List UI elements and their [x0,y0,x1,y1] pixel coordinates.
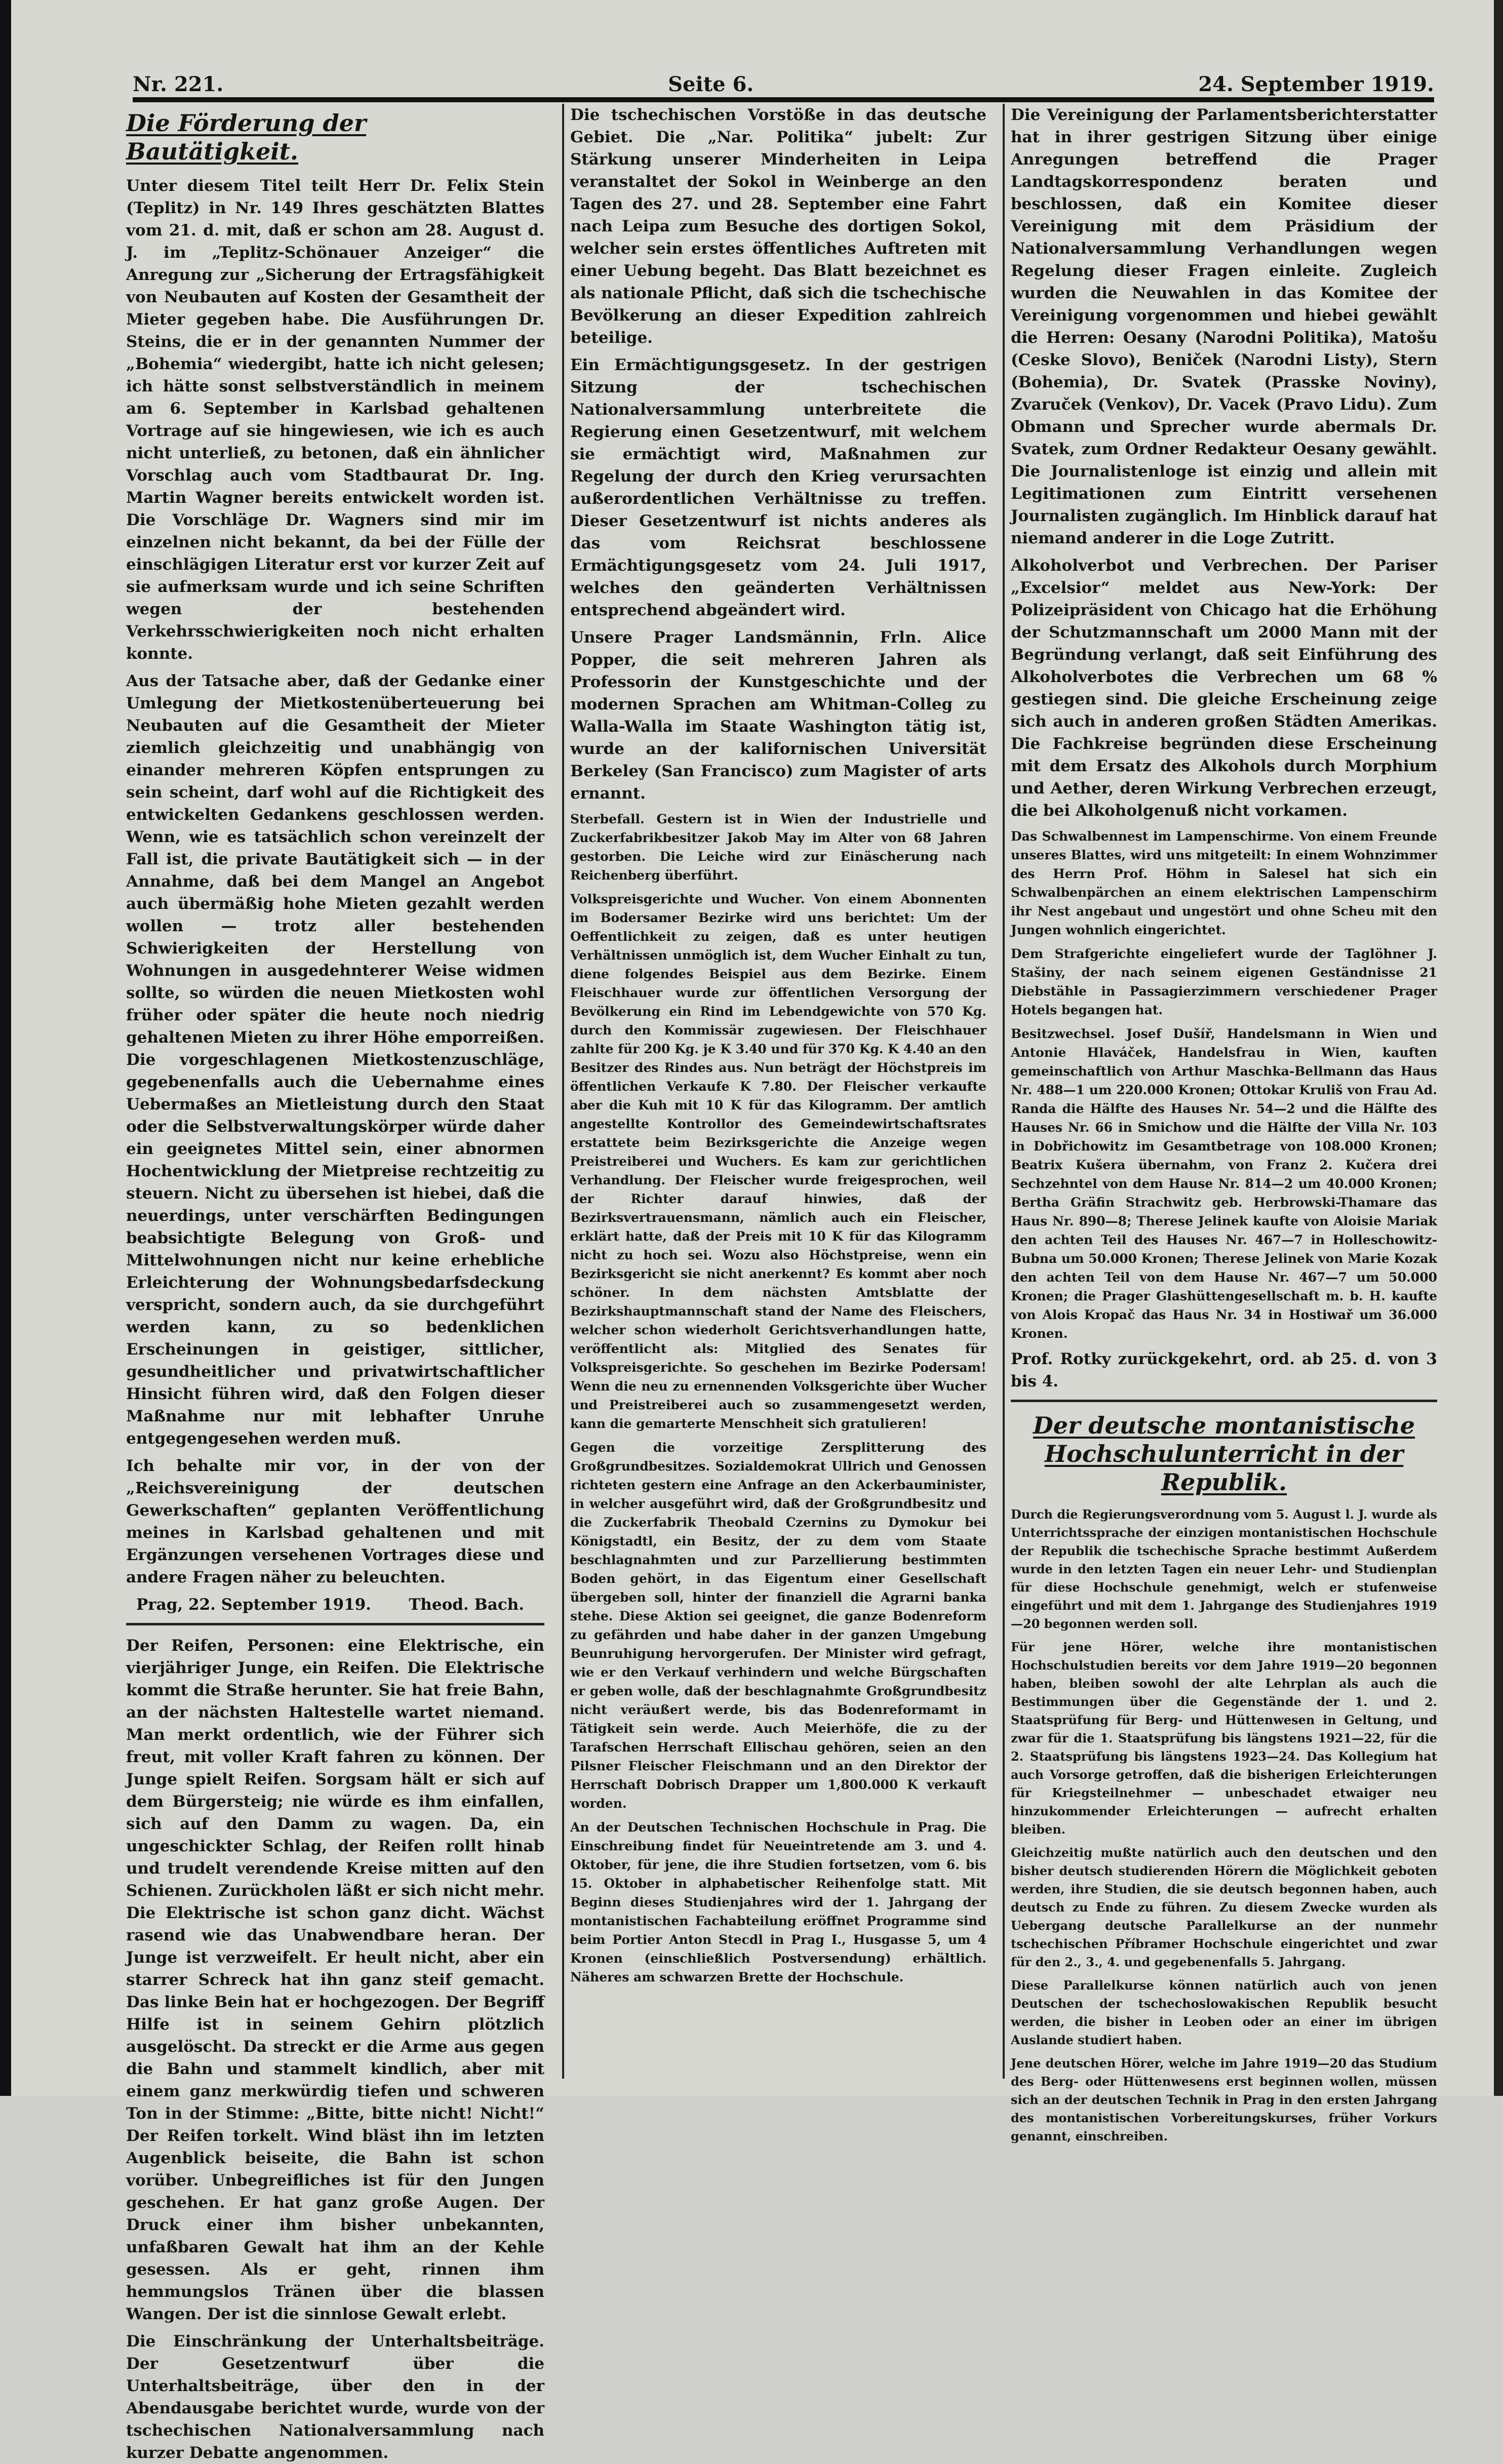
article-title-bautaetigkeit: Die Förderung der Bautätigkeit. [126,109,367,165]
news-item: Alkoholverbot und Verbrechen. Der Pariser „Excelsior“ meldet aus New-York: Der Polizeipräsident von Chicago hat die Erhöhung der Schutzmannschaft um 2000 Mann mit der Begründung verlangt, daß seit Einführung des Alkoholverbotes die Verbrechen um 68 % gestiegen sind. Die gleiche Erscheinung zeige sich auch in anderen großen Städten Amerikas. Die Fachkreise begründen diese Erscheinung mit dem Ersatz des Alkohols durch Morphium und Aether, deren Wirkung Verbrechen erzeugt, die bei Alkoholgenuß nicht vorkamen. [1011,557,1437,820]
column-divider [126,1623,544,1625]
notice: Prof. Rotky zurückgekehrt, ord. ab 25. d. von 3 bis 4. [1011,1350,1437,1390]
signature-name: Theod. Bach. [409,1596,524,1614]
article-signature [126,1594,544,1616]
news-item: Dem Strafgerichte eingeliefert wurde der Taglöhner J. Stašiny, der nach seinem eigenen Geständnisse 21 Diebstähle in Passagierzimmern verschiedener Prager Hotels begangen hat. [1011,946,1437,1017]
news-item: Besitzwechsel. Josef Dušíř, Handelsmann in Wien und Antonie Hlaváček, Handelsfrau in Wien, kauften gemeinschaftlich von Arthur Maschka-Bellmann das Haus Nr. 488—1 um 220.000 Kronen; Ottokar Kruliš von Frau Ad. Randa die Hälfte des Hauses Nr. 54—2 und die Hälfte des Hauses Nr. 66 in Smichow und die Hälfte der Villa Nr. 103 in Dobřichowitz im Gesamtbetrage von 108.000 Kronen; Beatrix Kušera übernahm, von Franz 2. Kučera drei Sechzehntel von dem Hause Nr. 814—2 um 40.000 Kronen; Bertha Gräfin Strachwitz geb. Herbrowski-Thamare das Haus Nr. 890—8; Therese Jelinek kaufte von Aloisie Mariak den achten Teil des Hauses Nr. 467—7 in Holleschowitz-Bubna um 50.000 Kronen; Therese Jelinek von Marie Kozak den achten Teil von dem Hause Nr. 467—7 um 50.000 Kronen; die Prager Glashüttengesellschaft m. b. H. kaufte von Alois Kropač das Haus Nr. 34 in Hostiwař um 36.000 Kronen. [1011,1026,1437,1341]
signature-place: Prag, 22. September 1919. [136,1596,371,1614]
article-paragraph: Durch die Regierungsverordnung vom 5. August l. J. wurde als Unterrichtssprache der einzigen montanistischen Hochschule der Republik die tschechische Sprache bestimmt Außerdem wurde in den letzten Tagen ein neuer Lehr- und Studienplan für diese Hochschule genehmigt, welch er stufenweise eingeführt und mit dem 1. Jahrgange des Studienjahres 1919—20 begonnen werden soll. [1011,1507,1437,1631]
article-title-montanistik: Der deutsche montanistische Hochschulunterricht in der Republik. [1033,1412,1415,1496]
issue-number: Nr. 221. [133,72,224,96]
news-item: Volkspreisgerichte und Wucher. Von einem Abonnenten im Bodersamer Bezirke wird uns berichtet: Um der Oeffentlichkeit zu zeigen, daß es unter heutigen Verhältnissen unmöglich ist, dem Wucher Einhalt zu tun, diene folgendes Beispiel aus dem Bezirke. Einem Fleischhauer wurde zur öffentlichen Versorgung der Bevölkerung ein Rind im Lebendgewichte von 570 Kg. durch den Kommissär zugewiesen. Der Fleischhauer zahlte für 200 Kg. je K 3.40 und für 370 Kg. K 4.40 an den Besitzer des Rindes aus. Nun beträgt der Höchstpreis im öffentlichen Verkaufe K 7.80. Der Fleischer verkaufte aber die Kuh mit 10 K für das Kilogramm. Der amtlich angestellte Kontrollor des Gemeindewirtschaftsrates erstattete beim Bezirksgerichte die Anzeige wegen Preistreiberei und Wuchers. Es kam zur gerichtlichen Verhandlung. Der Fleischer wurde freigesprochen, weil der Richter darauf hinwies, daß der Bezirksvertrauensmann, nämlich auch ein Fleischer, erklärt hatte, daß der Preis mit 10 K für das Kilogramm nicht zu hoch sei. Wozu also Höchstpreise, wenn ein Bezirksgericht sie nicht anerkennt? Es kommt aber noch schöner. In dem nächsten Amtsblatte der Bezirkshauptmannschaft stand der Name des Fleischers, welcher schon wiederholt Gerichtsverhandlungen hatte, veröffentlicht als: Mitglied des Senates für Volkspreisgerichte. So geschehen im Bezirke Podersam! Wenn die neu zu ernennenden Volksgerichte über Wucher und Preistreiberei auch so zusammengesetzt werden, kann die gemarterte Menschheit sich gratulieren! [570,892,986,1431]
header-rule [133,97,1434,102]
column-divider [1011,1400,1437,1402]
article-paragraph: Gleichzeitig mußte natürlich auch den deutschen und den bisher deutsch studierenden Hörern die Möglichkeit geboten werden, ihre Studien, die sie deutsch begonnen haben, auch deutsch zu Ende zu führen. Zu diesem Zwecke wurden als Uebergang deutsche Parallelkurse an der nunmehr tschechischen Příbramer Hochschule eingerichtet und zwar für den 2., 3., 4. und gegebenenfalls 5. Jahrgang. [1011,1845,1437,1969]
article-paragraph: Aus der Tatsache aber, daß der Gedanke einer Umlegung der Mietkostenüberteuerung bei Neubauten auf die Gesamtheit der Mieter ziemlich gleichzeitig und unabhängig von einander mehreren Köpfen entsprungen zu sein scheint, darf wohl auf die Richtigkeit des entwickelten Gedankens geschlossen werden. Wenn, wie es tatsächlich schon vereinzelt der Fall ist, die private Bautätigkeit sich — in der Annahme, daß bei dem Mangel an Angebot auch übermäßig hohe Mieten gezahlt werden wollen — trotz aller bestehenden Schwierigkeiten der Herstellung von Wohnungen in ausgedehnterer Weise widmen sollte, so würden die neuen Mietkosten wohl früher oder später die heute noch niedrig gehaltenen Mieten zu ihrer Höhe emporreißen. Die vorgeschlagenen Mietkostenzuschläge, gegebenenfalls auch die Uebernahme eines Uebermaßes an Mietleistung durch den Staat oder die Selbstverwaltungskörper würde daher ein geeignetes Mittel sein, einer abnormen Hochentwicklung der Mietpreise rechtzeitig zu steuern. Nicht zu übersehen ist hiebei, daß die neuerdings, unter verschärften Bedingungen beabsichtigte Belegung von Groß- und Mittelwohnungen nicht nur keine erhebliche Erleichterung der Wohnungsbedarfsdeckung verspricht, sondern auch, da sie durchgeführt werden kann, zu so bedenklichen Erscheinungen in geistiger, sittlicher, gesundheitlicher und privatwirtschaftlicher Hinsicht führen wird, daß den Folgen dieser Maßnahme nur mit lebhafter Unruhe entgegengesehen werden muß. [126,672,544,1448]
news-item: Ein Ermächtigungsgesetz. In der gestrigen Sitzung der tschechischen Nationalversammlung unterbreitete die Regierung einen Gesetzentwurf, mit welchem sie ermächtigt wird, Maßnahmen zur Regelung der durch den Krieg verursachten außerordentlichen Verhältnisse zu treffen. Dieser Gesetzentwurf ist nichts anderes als das vom Reichsrat beschlossene Ermächtigungsgesetz vom 24. Juli 1917, welches den geänderten Verhältnissen entsprechend abgeändert wird. [570,356,986,619]
article-paragraph: Jene deutschen Hörer, welche im Jahre 1919—20 das Studium des Berg- oder Hüttenwesens erst beginnen wollen, müssen sich an der deutschen Technik in Prag in den ersten Jahrgang des montanistischen Vorbereitungskurses, früher Vorkurs genannt, einschreiben. [1011,2056,1437,2143]
article-paragraph: Für jene Hörer, welche ihre montanistischen Hochschulstudien bereits vor dem Jahre 1919—20 begonnen haben, bleiben sowohl der alte Lehrplan als auch die Bestimmungen über die Gegenstände der 1. und 2. Staatsprüfung für Berg- und Hüttenwesen in Geltung, und zwar für die 1. Staatsprüfung bis längstens 1921—22, für die 2. Staatsprüfung bis längstens 1923—24. Das Kollegium hat auch Vorsorge getroffen, daß die bisherigen Erleichterungen für Kriegsteilnehmer — unbeschadet etwaiger neu hinzukommender Erleichterungen — aufrecht erhalten bleiben. [1011,1640,1437,1837]
column-1 [120,104,550,2462]
news-item: An der Deutschen Technischen Hochschule in Prag. Die Einschreibung findet für Neueintretende am 3. und 4. Oktober, für jene, die ihre Studien fortsetzen, vom 6. bis 15. Oktober in alphabetischer Reihenfolge statt. Mit Beginn dieses Studienjahres wird der 1. Jahrgang der montanistischen Fachabteilung eröffnet Programme sind beim Portier Anton Stecdl in Prag I., Husgasse 5, um 4 Kronen (einschließlich Postversendung) erhältlich. Näheres am schwarzen Brette der Hochschule. [570,1820,986,1984]
news-item: Die tschechischen Vorstöße in das deutsche Gebiet. Die „Nar. Politika“ jubelt: Zur Stärkung unserer Minderheiten in Leipa veranstaltet der Sokol in Weinberge an den Tagen des 27. und 28. September eine Fahrt nach Leipa zum Besuche des dortigen Sokol, welcher sein erstes öffentliches Auftreten mit einer Uebung begeht. Das Blatt bezeichnet es als nationale Pflicht, daß sich die tschechische Bevölkerung an dieser Expedition zahlreich beteilige. [570,106,986,347]
issue-date: 24. September 1919. [1198,72,1434,96]
article-paragraph: Ich behalte mir vor, in der von der „Reichsvereinigung der deutschen Gewerkschaften“ geplanten Veröffentlichung meines in Karlsbad gehaltenen und mit Ergänzungen versehenen Vortrages diese und andere Fragen näher zu beleuchten. [126,1457,544,1586]
news-item: Die Vereinigung der Parlamentsberichterstatter hat in ihrer gestrigen Sitzung über einige Anregungen betreffend die Prager Landtagskorrespondenz beraten und beschlossen, daß ein Komitee dieser Vereinigung mit dem Präsidium der Nationalversammlung Verhandlungen wegen Regelung dieser Fragen einleite. Zugleich wurden die Neuwahlen in das Komitee der Vereinigung vorgenommen und hiebei gewählt die Herren: Oesany (Narodni Politika), Matošu (Ceske Slovo), Beniček (Narodni Listy), Stern (Bohemia), Dr. Svatek (Prasske Noviny), Zvaruček (Venkov), Dr. Vacek (Pravo Lidu). Zum Obmann und Sprecher wurde abermals Dr. Svatek, zum Ordner Redakteur Oesany gewählt. Die Journalistenloge ist einzig und allein mit Legitimationen zum Eintritt versehenen Journalisten zugänglich. Im Hinblick darauf hat niemand anderer in die Loge Zutritt. [1011,106,1437,547]
news-item: Sterbefall. Gestern ist in Wien der Industrielle und Zuckerfabrikbesitzer Jakob May im Alter von 68 Jahren gestorben. Die Leiche wird zur Einäscherung nach Reichenberg überführt. [570,812,986,883]
article-paragraph: Der Reifen, Personen: eine Elektrische, ein vierjähriger Junge, ein Reifen. Die Elektrische kommt die Straße herunter. Sie hat freie Bahn, an der nächsten Haltestelle wartet niemand. Man merkt ordentlich, wie der Führer sich freut, mit voller Kraft fahren zu können. Der Junge spielt Reifen. Sorgsam hält er sich auf dem Bürgersteig; nie würde es ihm einfallen, sich auf den Damm zu wagen. Da, ein ungeschickter Schlag, der Reifen rollt hinab und trudelt verendende Kreise mitten auf den Schienen. Zurückholen läßt er sich nicht mehr. Die Elektrische ist schon ganz dicht. Wächst rasend wie das Unabwendbare heran. Der Junge ist verzweifelt. Er heult nicht, aber ein starrer Schreck hat ihn ganz steif gemacht. Das linke Bein hat er hochgezogen. Der Begriff Hilfe ist in seinem Gehirn plötzlich ausgelöscht. Da streckt er die Arme aus gegen die Bahn und stammelt kindlich, aber mit einem ganz merkwürdig tiefen und schweren Ton in der Stimme: „Bitte, bitte nicht! Nicht!“ Der Reifen torkelt. Wind bläst ihn im letzten Augenblick beiseite, die Bahn ist schon vorüber. Unbegreifliches ist für den Jungen geschehen. Er hat ganz große Augen. Der Druck einer ihm bisher unbekannten, unfaßbaren Gewalt hat ihm an der Kehle gesessen. Als er geht, rinnen ihm hemmungslos Tränen über die blassen Wangen. Der ist die sinnlose Gewalt erlebt. [126,1637,544,2323]
news-item: Das Schwalbennest im Lampenschirme. Von einem Freunde unseres Blattes, wird uns mitgeteilt: In einem Wohnzimmer des Herrn Prof. Höhm in Salesel hat sich ein Schwalbenpärchen an einem elektrischen Lampenschirm ihr Nest angebaut und ungestört und ohne Scheu mit den Jungen wohnlich eingerichtet. [1011,829,1437,937]
column-3 [1003,104,1443,2143]
page-number: Seite 6. [668,72,754,96]
article-paragraph: Die Einschränkung der Unterhaltsbeiträge. Der Gesetzentwurf über die Unterhaltsbeiträge, über den in der Abendausgabe berichtet wurde, wurde von der tschechischen Nationalversammlung nach kurzer Debatte angenommen. [126,2332,544,2462]
news-item: Gegen die vorzeitige Zersplitterung des Großgrundbesitzes. Sozialdemokrat Ullrich und Genossen richteten gestern eine Anfrage an den Ackerbauminister, in welcher ausgeführt wird, daß der Großgrundbesitz und die Zuckerfabrik Theobald Czernins zu Dymokur bei Königstadtl, ein Besitz, der zu dem vom Staate beschlagnahmten und zur Parzellierung bestimmten Boden gehört, in das Eigentum einer Gesellschaft übergeben soll, hinter der finanziell die Agrarni banka stehe. Diese Aktion sei geeignet, die ganze Bodenreform zu gefährden und habe daher in der ganzen Umgebung Beunruhigung hervorgerufen. Der Minister wird gefragt, wie er den Verkauf verhindern und welche Bürgschaften er geben wolle, daß der beschlagnahmte Großgrundbesitz nicht veräußert werde, bis das Bodenreformamt in Tätigkeit sein werde. Auch Meierhöfe, die zu der Tarafschen Herrschaft Ellischau gehören, seien an den Pilsner Fleischer Fleischmann und an den Direktor der Herrschaft Dobrisch Drapper um 1,800.000 K verkauft worden. [570,1440,986,1811]
news-item: Unsere Prager Landsmännin, Frln. Alice Popper, die seit mehreren Jahren als Professorin der Kunstgeschichte und der modernen Sprachen am Whitman-Colleg zu Walla-Walla im Staate Washington tätig ist, wurde an der kalifornischen Universität Berkeley (San Francisco) zum Magister of arts ernannt. [570,628,986,803]
article-paragraph: Unter diesem Titel teilt Herr Dr. Felix Stein (Teplitz) in Nr. 149 Ihres geschätzten Blattes vom 21. d. mit, daß er schon am 28. August d. J. im „Teplitz-Schönauer Anzeiger“ die Anregung zur „Sicherung der Ertragsfähigkeit von Neubauten auf Kosten der Gesamtheit der Mieter gegeben habe. Die Ausführungen Dr. Steins, die er in der genannten Nummer der „Bohemia“ wiedergibt, hatte ich nicht gelesen; ich hätte sonst selbstverständlich in meinem am 6. September in Karlsbad gehaltenen Vortrage auf sie hingewiesen, wie ich es auch nicht unterließ, zu betonen, daß ein ähnlicher Vorschlag auch vom Stadtbaurat Dr. Ing. Martin Wagner bereits entwickelt worden ist. Die Vorschläge Dr. Wagners sind mir im einzelnen nicht bekannt, da bei der Fülle der einschlägigen Literatur erst vor kurzer Zeit auf sie aufmerksam wurde und ich seine Schriften wegen der bestehenden Verkehrsschwierigkeiten noch nicht erhalten konnte. [126,177,544,663]
article-paragraph: Diese Parallelkurse können natürlich auch von jenen Deutschen der tschechoslowakischen Republik besucht werden, die bisher in Leoben oder an einer im übrigen Auslande studiert haben. [1011,1978,1437,2047]
column-2 [562,104,993,2079]
page-header [133,56,1434,96]
